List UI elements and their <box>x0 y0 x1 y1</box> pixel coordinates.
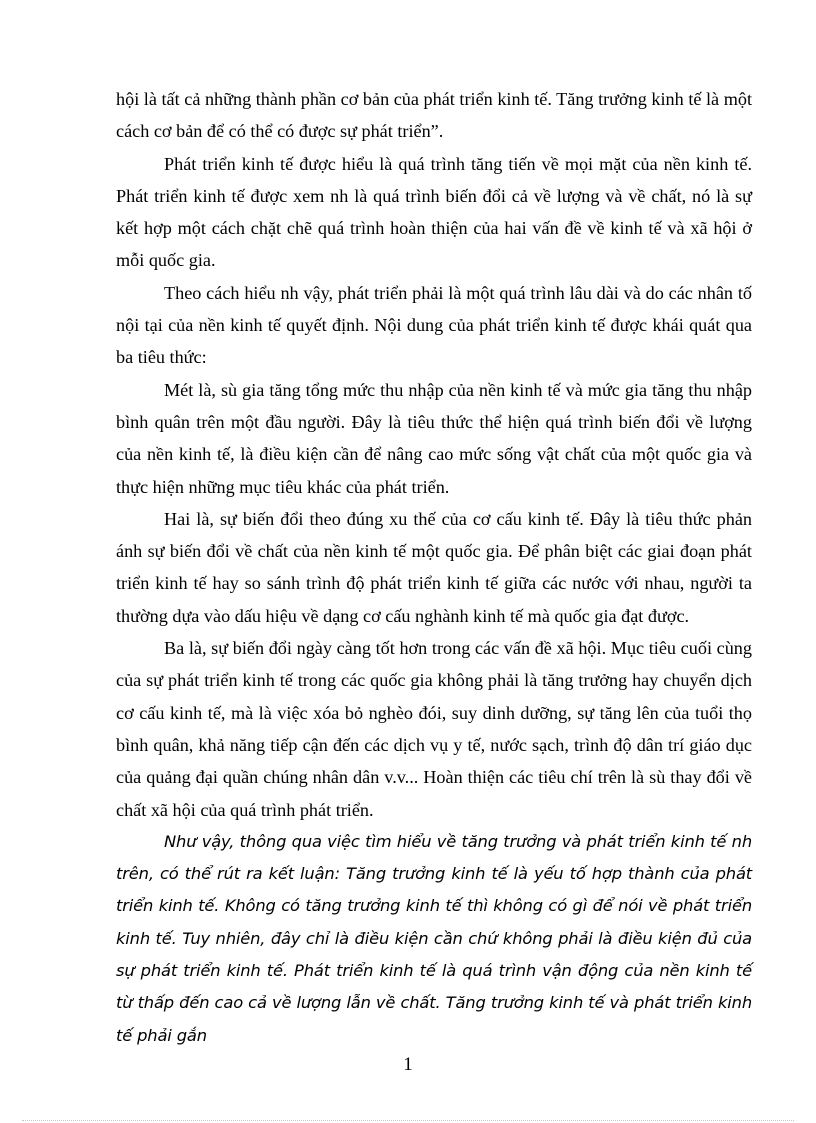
document-body <box>116 83 752 1052</box>
page-number: 1 <box>403 1054 413 1075</box>
paragraph-conclusion: Như vậy, thông qua việc tìm hiểu về tăng trưởng và phát triển kinh tế nh trên, có thể rút ra kết luận: Tăng trưởng kinh tế là yếu tố hợp thành của phát triển kinh tế. Không có tăng trưởng kinh tế thì không có gì để nói về phát triển kinh tế. Tuy nhiên, đây chỉ là điều kiện cần chứ không phải là điều kiện đủ của sự phát triển kinh tế. Phát triển kinh tế là quá trình vận động của nền kinh tế từ thấp đến cao cả về lượng lẫn về chất. Tăng trưởng kinh tế và phát triển kinh tế phải gắn <box>116 831 752 1045</box>
paragraph-economic-development-definition: Phát triển kinh tế được hiểu là quá trình tăng tiến về mọi mặt của nền kinh tế. Phát triển kinh tế được xem nh là quá trình biến đổi cả về lượng và về chất, nó là sự kết hợp một cách chặt chẽ quá trình hoàn thiện của hai vấn đề về kinh tế và xã hội ở mỗi quốc gia. <box>116 153 752 271</box>
paragraph-criterion-one: Mét là, sù gia tăng tổng mức thu nhập của nền kinh tế và mức gia tăng thu nhập bình quân trên một đầu người. Đây là tiêu thức thể hiện quá trình biến đổi về lượng của nền kinh tế, là điều kiện cần để nâng cao mức sống vật chất của một quốc gia và thực hiện những mục tiêu khác của phát triển. <box>116 379 752 497</box>
paragraph-continuation: hội là tất cả những thành phần cơ bản của phát triển kinh tế. Tăng trưởng kinh tế là một cách cơ bản để có thể có được sự phát triển”. <box>116 89 752 142</box>
paragraph-criterion-two: Hai là, sự biến đổi theo đúng xu thế của cơ cấu kinh tế. Đây là tiêu thức phản ánh sự biến đổi về chất của nền kinh tế một quốc gia. Để phân biệt các giai đoạn phát triển kinh tế hay so sánh trình độ phát triển kinh tế giữa các nước với nhau, người ta thường dựa vào dấu hiệu về dạng cơ cấu nghành kinh tế mà quốc gia đạt được. <box>116 508 752 626</box>
paragraph-development-content: Theo cách hiểu nh vậy, phát triển phải là một quá trình lâu dài và do các nhân tố nội tại của nền kinh tế quyết định. Nội dung của phát triển kinh tế được khái quát qua ba tiêu thức: <box>116 282 752 368</box>
page-bottom-divider <box>22 1120 794 1121</box>
paragraph-criterion-three: Ba là, sự biến đổi ngày càng tốt hơn trong các vấn đề xã hội. Mục tiêu cuối cùng của sự phát triển kinh tế trong các quốc gia không phải là tăng trưởng hay chuyển dịch cơ cấu kinh tế, mà là việc xóa bỏ nghèo đói, suy dinh dưỡng, sự tăng lên của tuổi thọ bình quân, khả năng tiếp cận đến các dịch vụ y tế, nước sạch, trình độ dân trí giáo dục của quảng đại quần chúng nhân dân v.v... Hoàn thiện các tiêu chí trên là sù thay đổi về chất xã hội của quá trình phát triển. <box>116 638 752 820</box>
